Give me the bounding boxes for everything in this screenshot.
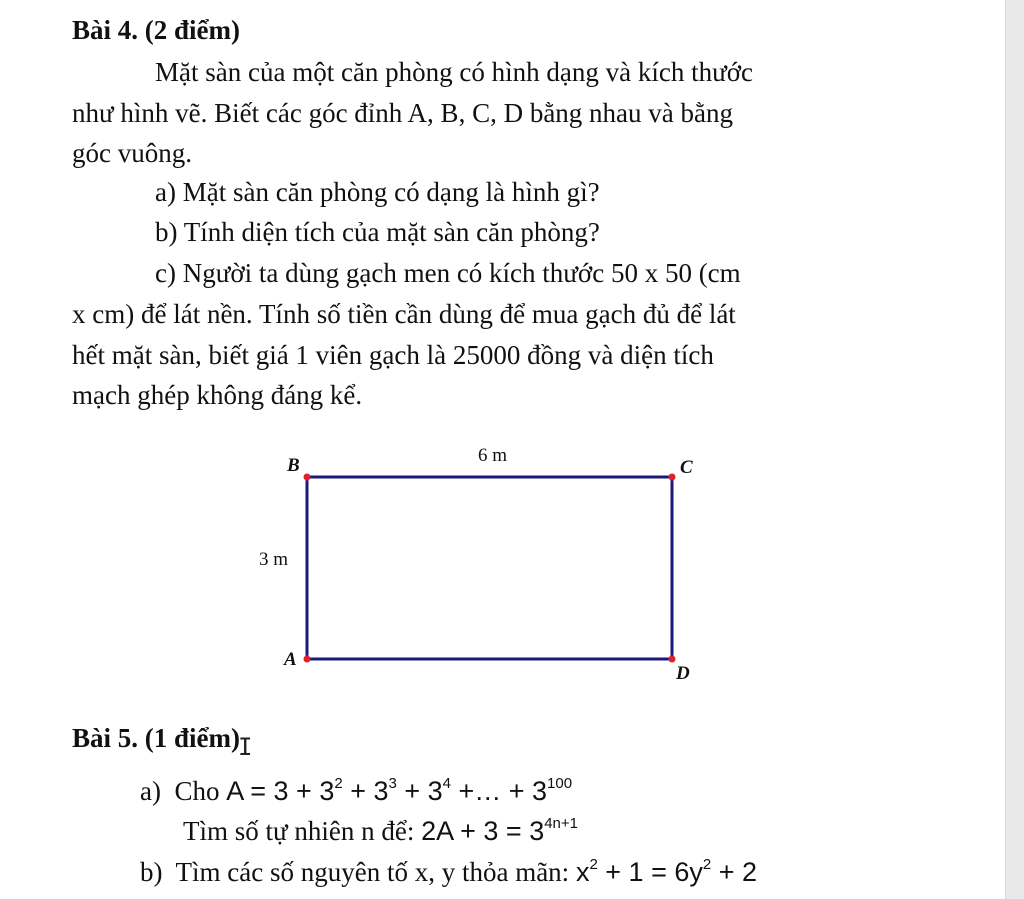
bai5-part-a-prefix: a) bbox=[140, 776, 161, 806]
bai4-question-b: b) Tính diện tích của mặt sàn căn phòng? bbox=[155, 217, 600, 247]
bai4-question-c-line-2: x cm) để lát nền. Tính số tiền cần dùng để mua gạch đủ để lát bbox=[72, 299, 736, 329]
vertex-c-label: C bbox=[680, 457, 693, 478]
text-cursor-icon: I bbox=[238, 733, 253, 761]
bai5-part-b-equation: $x^2 + 1 = 6y^2 + 2$ bbox=[575, 856, 757, 887]
vertex-d-label: D bbox=[676, 663, 690, 684]
bai4-intro-line-1: Mặt sàn của một căn phòng có hình dạng và kích thước bbox=[155, 57, 754, 87]
bai4-title: Bài 4. (2 điểm) bbox=[72, 15, 240, 45]
vertex-d-dot bbox=[669, 656, 676, 663]
bai5-part-a-line-1 bbox=[140, 775, 572, 807]
vertex-c-dot bbox=[669, 474, 676, 481]
bai4-intro-line-3: góc vuông. bbox=[72, 138, 192, 168]
bai4-question-c-line-3: hết mặt sàn, biết giá 1 viên gạch là 25000 đồng và diện tích bbox=[72, 340, 714, 370]
height-dimension-label: 3 m bbox=[259, 549, 289, 570]
bai4-question-c-line-1: c) Người ta dùng gạch men có kích thước 50 x 50 (cm bbox=[155, 258, 741, 288]
rectangle-abcd bbox=[307, 477, 672, 659]
bai4-question-c-line-4: mạch ghép không đáng kể. bbox=[72, 380, 363, 410]
bai5-part-b bbox=[140, 856, 757, 888]
width-dimension-label: 6 m bbox=[478, 445, 508, 466]
bai5-part-a-sum-expression: $A = 3 + 3^2 + 3^3 + 3^4$ +… + $3^{100}$ bbox=[226, 775, 573, 806]
vertex-b-label: B bbox=[287, 455, 300, 476]
bai5-part-b-prefix: b) bbox=[140, 857, 163, 887]
window-edge-bar bbox=[1005, 0, 1024, 899]
bai5-part-a-equation: $2A + 3 = 3^{4n+1}$ bbox=[421, 815, 579, 846]
vertex-a-dot bbox=[304, 656, 311, 663]
bai5-part-b-text: Tìm các số nguyên tố x, y thỏa mãn: bbox=[175, 857, 570, 887]
bai5-part-a-task: Tìm số tự nhiên n để: bbox=[183, 816, 415, 846]
bai5-part-a-line-2 bbox=[183, 815, 578, 847]
vertex-a-label: A bbox=[284, 649, 297, 670]
bai4-question-a: a) Mặt sàn căn phòng có dạng là hình gì? bbox=[155, 177, 600, 207]
bai5-title: Bài 5. (1 điểm) bbox=[72, 723, 240, 753]
bai5-part-a-cho: Cho bbox=[174, 776, 220, 806]
bai4-intro-line-2: như hình vẽ. Biết các góc đỉnh A, B, C, D bằng nhau và bằng bbox=[72, 98, 734, 128]
vertex-b-dot bbox=[304, 474, 311, 481]
